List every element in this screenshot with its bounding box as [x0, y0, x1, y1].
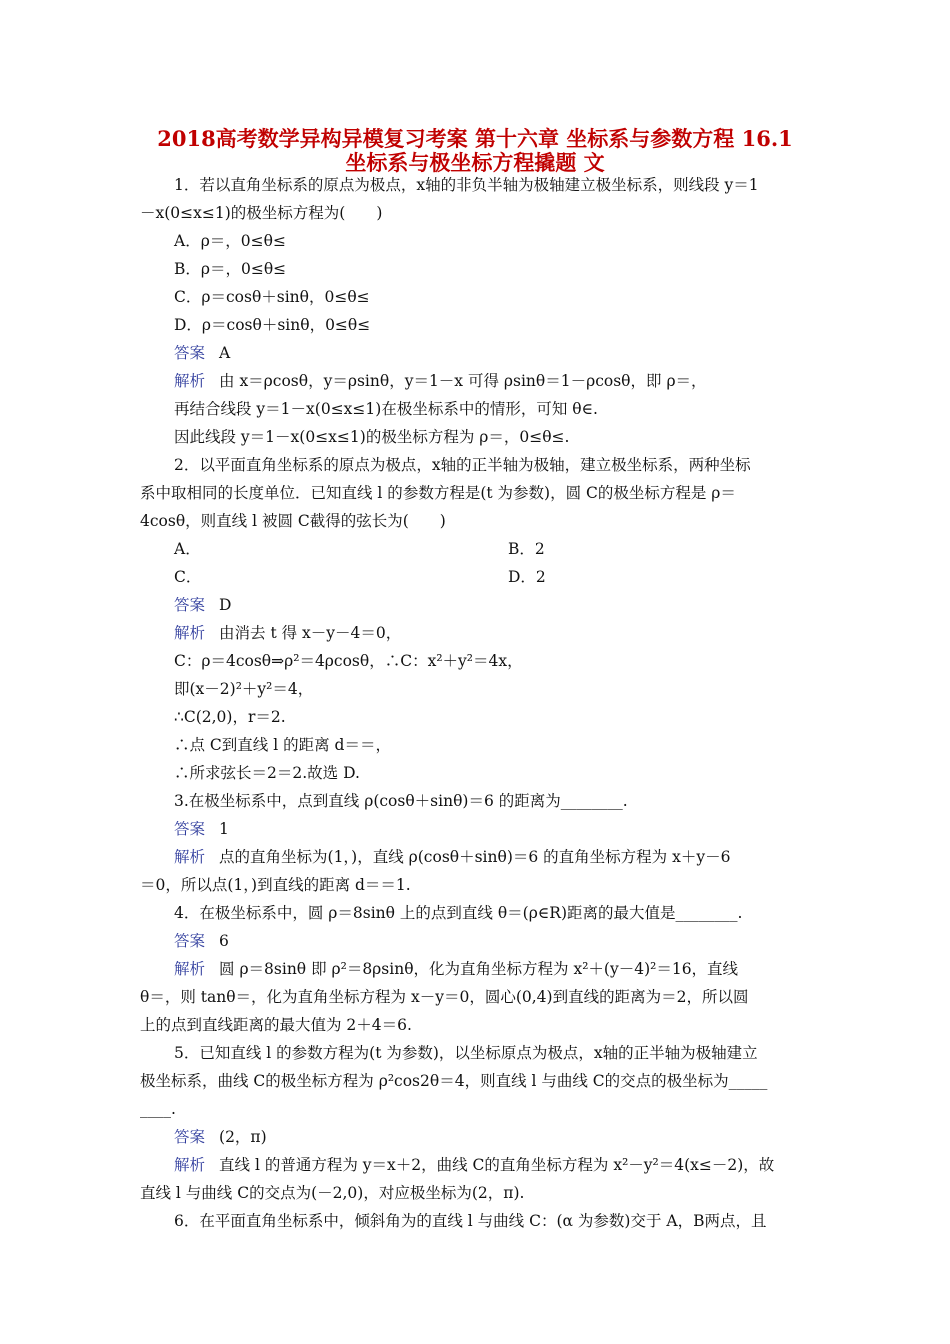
answer-label: 答案 — [174, 820, 206, 838]
line-text: 1．若以直角坐标系的原点为极点，x轴的非负半轴为极轴建立极坐标系，则线段 y＝1 — [174, 176, 759, 194]
text-line — [174, 1155, 846, 1175]
text-line — [174, 371, 846, 391]
answer-label: 答案 — [174, 344, 206, 362]
line-text: 系中取相同的长度单位．已知直线 l 的参数方程是(t 为参数)，圆 C的极坐标方程是 ρ＝ — [140, 484, 736, 502]
text-line — [140, 1099, 812, 1119]
line-text: 6 — [219, 932, 229, 950]
text-line — [174, 931, 846, 951]
text-line — [140, 875, 812, 895]
text-line — [174, 259, 846, 279]
line-text: 1 — [219, 820, 229, 838]
answer-label: 答案 — [174, 1128, 206, 1146]
text-line — [174, 427, 846, 447]
line-text: ∴点 C到直线 l 的距离 d＝＝， — [174, 736, 391, 754]
text-line — [174, 735, 846, 755]
document-title-line-1: 2018高考数学异构异模复习考案 第十六章 坐标系与参数方程 16.1 — [157, 126, 793, 151]
line-text: ∴所求弦长＝2＝2.故选 D. — [174, 764, 360, 782]
analysis-label: 解析 — [174, 624, 206, 642]
line-text: 4cosθ，则直线 l 被圆 C截得的弦长为( ) — [140, 512, 446, 530]
text-line — [140, 1071, 812, 1091]
text-line — [174, 707, 846, 727]
text-line — [140, 203, 812, 223]
line-text: A． — [174, 540, 201, 558]
text-line — [174, 287, 846, 307]
line-text: A — [219, 344, 231, 362]
line-text: B．ρ＝，0≤θ≤ — [174, 260, 287, 278]
line-text: 点的直角坐标为(1，)，直线 ρ(cosθ＋sinθ)＝6 的直角坐标方程为 x＋y－6 — [219, 848, 731, 866]
answer-label: 答案 — [174, 596, 206, 614]
text-line — [174, 623, 846, 643]
text-line — [174, 763, 846, 783]
text-line — [174, 959, 846, 979]
line-text: 3.在极坐标系中，点到直线 ρ(cosθ＋sinθ)＝6 的距离为________. — [174, 792, 628, 810]
line-text: θ＝，则 tanθ＝，化为直角坐标方程为 x－y＝0，圆心(0,4)到直线的距离为＝2，所以圆 — [140, 988, 749, 1006]
text-line — [140, 1183, 812, 1203]
line-text: ＝0，所以点(1，)到直线的距离 d＝＝1. — [140, 876, 411, 894]
line-text: 圆 ρ＝8sinθ 即 ρ²＝8ρsinθ，化为直角坐标方程为 x²＋(y－4)²＝16，直线 — [219, 960, 739, 978]
document-title-line-2: 坐标系与极坐标方程撬题 文 — [345, 150, 605, 175]
line-text: －x(0≤x≤1)的极坐标方程为( ) — [140, 204, 383, 222]
text-line — [174, 455, 846, 475]
text-line — [174, 791, 846, 811]
text-line — [174, 819, 846, 839]
option-right-column: D．2 — [508, 568, 546, 586]
text-line — [140, 1015, 812, 1035]
line-text: 6．在平面直角坐标系中，倾斜角为的直线 l 与曲线 C：(α 为参数)交于 A，B两点，且 — [174, 1212, 767, 1230]
line-text: C：ρ＝4cosθ⇒ρ²＝4ρcosθ，∴C：x²＋y²＝4x， — [174, 652, 523, 670]
line-text: 5．已知直线 l 的参数方程为(t 为参数)，以坐标原点为极点，x轴的正半轴为极轴建立 — [174, 1044, 758, 1062]
line-text: C． — [174, 568, 202, 586]
text-line — [174, 231, 846, 251]
text-line — [140, 987, 812, 1007]
line-text: 直线 l 与曲线 C的交点为(－2,0)，对应极坐标为(2，π). — [140, 1184, 525, 1202]
answer-label: 答案 — [174, 932, 206, 950]
analysis-label: 解析 — [174, 1156, 206, 1174]
option-right-column: B．2 — [508, 540, 545, 558]
text-line — [174, 1127, 846, 1147]
text-line — [174, 315, 846, 335]
line-text: C．ρ＝cosθ＋sinθ，0≤θ≤ — [174, 288, 370, 306]
text-line — [140, 483, 812, 503]
text-line — [174, 847, 846, 867]
text-line — [174, 1043, 846, 1063]
analysis-label: 解析 — [174, 960, 206, 978]
text-line — [174, 679, 846, 699]
line-text: 上的点到直线距离的最大值为 2＋4＝6. — [140, 1016, 412, 1034]
text-line — [174, 399, 846, 419]
line-text: D．ρ＝cosθ＋sinθ，0≤θ≤ — [174, 316, 371, 334]
text-line — [174, 1211, 846, 1231]
line-text: ____. — [140, 1100, 176, 1118]
text-line — [174, 175, 846, 195]
line-text: 直线 l 的普通方程为 y＝x＋2，曲线 C的直角坐标方程为 x²－y²＝4(x≤－2)，故 — [219, 1156, 775, 1174]
text-line — [174, 595, 846, 615]
text-line — [174, 903, 846, 923]
analysis-label: 解析 — [174, 372, 206, 390]
line-text: 由消去 t 得 x－y－4＝0， — [219, 624, 402, 642]
line-text: 再结合线段 y＝1－x(0≤x≤1)在极坐标系中的情形，可知 θ∈. — [174, 400, 598, 418]
line-text: D — [219, 596, 232, 614]
text-line — [174, 651, 846, 671]
line-text: 2．以平面直角坐标系的原点为极点，x轴的正半轴为极轴，建立极坐标系，两种坐标 — [174, 456, 751, 474]
line-text: 4．在极坐标系中，圆 ρ＝8sinθ 上的点到直线 θ＝(ρ∈R)距离的最大值是________. — [174, 904, 743, 922]
line-text: A．ρ＝，0≤θ≤ — [174, 232, 286, 250]
line-text: 极坐标系，曲线 C的极坐标方程为 ρ²cos2θ＝4，则直线 l 与曲线 C的交点的极坐标为_____ — [140, 1072, 768, 1090]
line-text: 即(x－2)²＋y²＝4， — [174, 680, 314, 698]
line-text: 因此线段 y＝1－x(0≤x≤1)的极坐标方程为 ρ＝，0≤θ≤. — [174, 428, 570, 446]
text-line — [140, 511, 812, 531]
analysis-label: 解析 — [174, 848, 206, 866]
line-text: 由 x＝ρcosθ，y＝ρsinθ，y＝1－x 可得 ρsinθ＝1－ρcosθ，即 ρ＝， — [219, 372, 707, 390]
text-line — [174, 343, 846, 363]
line-text: ∴C(2,0)，r＝2. — [174, 708, 286, 726]
line-text: (2，π) — [219, 1128, 267, 1146]
